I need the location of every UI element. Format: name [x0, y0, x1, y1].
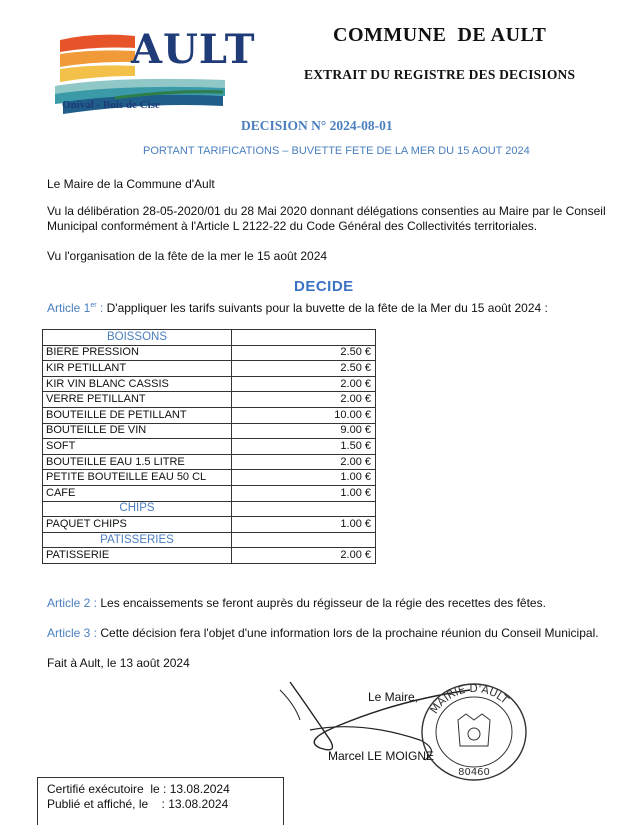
article-1-text: D'appliquer les tarifs suivants pour la buvette de la fête de la Mer du 15 août 2024 :	[106, 301, 548, 315]
article-1-label: Article 1	[47, 301, 91, 315]
item-price: 2.50 €	[232, 361, 376, 377]
item-name: KIR PETILLANT	[43, 361, 232, 377]
item-price: 9.00 €	[232, 423, 376, 439]
certified-line	[47, 782, 230, 797]
vu-deliberation-line2: Municipal conformément à l'Article L 2122-22 du Code Général des Collectivités territoriales.	[47, 219, 538, 233]
vu-deliberation-line1: Vu la délibération 28-05-2020/01 du 28 Mai 2020 donnant délégations consenties au Maire par le Conseil	[47, 204, 606, 218]
article-2	[47, 596, 546, 611]
commune-title: COMMUNE DE AULT	[333, 24, 547, 46]
vu-organisation: Vu l'organisation de la fête de la mer le 15 août 2024	[47, 249, 328, 263]
section-title: CHIPS	[43, 501, 232, 517]
item-name: BOUTEILLE DE VIN	[43, 423, 232, 439]
table-row	[43, 392, 376, 408]
item-price: 1.00 €	[232, 517, 376, 533]
stamp-postcode: 80460	[458, 767, 490, 778]
published-label: Publié et affiché, le :	[47, 797, 169, 811]
table-row	[43, 439, 376, 455]
item-name: CAFE	[43, 485, 232, 501]
section-title: BOISSONS	[43, 330, 232, 346]
item-name: SOFT	[43, 439, 232, 455]
item-name: KIR VIN BLANC CASSIS	[43, 376, 232, 392]
item-name: BOUTEILLE EAU 1.5 LITRE	[43, 454, 232, 470]
table-row	[43, 361, 376, 377]
item-name: BIERE PRESSION	[43, 345, 232, 361]
mairie-seal-stamp	[418, 680, 530, 785]
table-row	[43, 345, 376, 361]
registry-subtitle: EXTRAIT DU REGISTRE DES DECISIONS	[304, 67, 576, 82]
tarifs-table	[42, 329, 376, 564]
article-1-sup: er	[90, 302, 97, 309]
table-row	[43, 548, 376, 564]
item-name: PETITE BOUTEILLE EAU 50 CL	[43, 470, 232, 486]
item-name: PATISSERIE	[43, 548, 232, 564]
section-empty-cell	[232, 330, 376, 346]
item-price: 2.00 €	[232, 376, 376, 392]
section-empty-cell	[232, 532, 376, 548]
section-row	[43, 330, 376, 346]
logo-subtitle: Onival - Bois de Cise	[62, 99, 160, 111]
item-name: VERRE PETILLANT	[43, 392, 232, 408]
section-title: PATISSERIES	[43, 532, 232, 548]
table-row	[43, 517, 376, 533]
table-row	[43, 485, 376, 501]
published-date: 13.08.2024	[168, 797, 229, 811]
item-price: 1.50 €	[232, 439, 376, 455]
item-price: 2.00 €	[232, 392, 376, 408]
intro-text: Le Maire de la Commune d'Ault	[47, 177, 215, 191]
decide-heading: DECIDE	[294, 278, 354, 295]
item-price: 2.50 €	[232, 345, 376, 361]
item-price: 10.00 €	[232, 407, 376, 423]
mayor-name: Marcel LE MOIGNE	[328, 749, 435, 763]
item-price: 2.00 €	[232, 454, 376, 470]
article-2-text: Les encaissements se feront auprès du régisseur de la régie des recettes des fêtes.	[100, 596, 546, 610]
table-row	[43, 376, 376, 392]
fait-a-ault: Fait à Ault, le 13 août 2024	[47, 656, 190, 670]
table-row	[43, 407, 376, 423]
section-row	[43, 532, 376, 548]
svg-text:MAIRIE D'AULT	[428, 682, 512, 716]
section-empty-cell	[232, 501, 376, 517]
item-price: 1.00 €	[232, 470, 376, 486]
decision-subject: PORTANT TARIFICATIONS – BUVETTE FETE DE LA MER DU 15 AOUT 2024	[143, 145, 530, 157]
section-row	[43, 501, 376, 517]
item-price: 2.00 €	[232, 548, 376, 564]
certified-date: 13.08.2024	[169, 782, 230, 796]
published-line	[47, 797, 228, 812]
table-row	[43, 454, 376, 470]
article-1	[47, 298, 548, 316]
article-3-label: Article 3 :	[47, 626, 98, 640]
article-2-label: Article 2 :	[47, 596, 98, 610]
table-row	[43, 423, 376, 439]
item-price: 1.00 €	[232, 485, 376, 501]
item-name: BOUTEILLE DE PETILLANT	[43, 407, 232, 423]
mayor-title: Le Maire,	[368, 690, 419, 704]
article-3-text: Cette décision fera l'objet d'une information lors de la prochaine réunion du Conseil Municipal.	[100, 626, 599, 640]
table-row	[43, 470, 376, 486]
article-3	[47, 626, 599, 641]
certified-label: Certifié exécutoire le :	[47, 782, 170, 796]
item-name: PAQUET CHIPS	[43, 517, 232, 533]
stamp-text: MAIRIE D'AULT	[427, 681, 512, 717]
article-1-colon: :	[96, 301, 104, 315]
decision-number: DECISION N° 2024-08-01	[241, 118, 393, 133]
logo-wordmark: AULT	[131, 26, 256, 73]
